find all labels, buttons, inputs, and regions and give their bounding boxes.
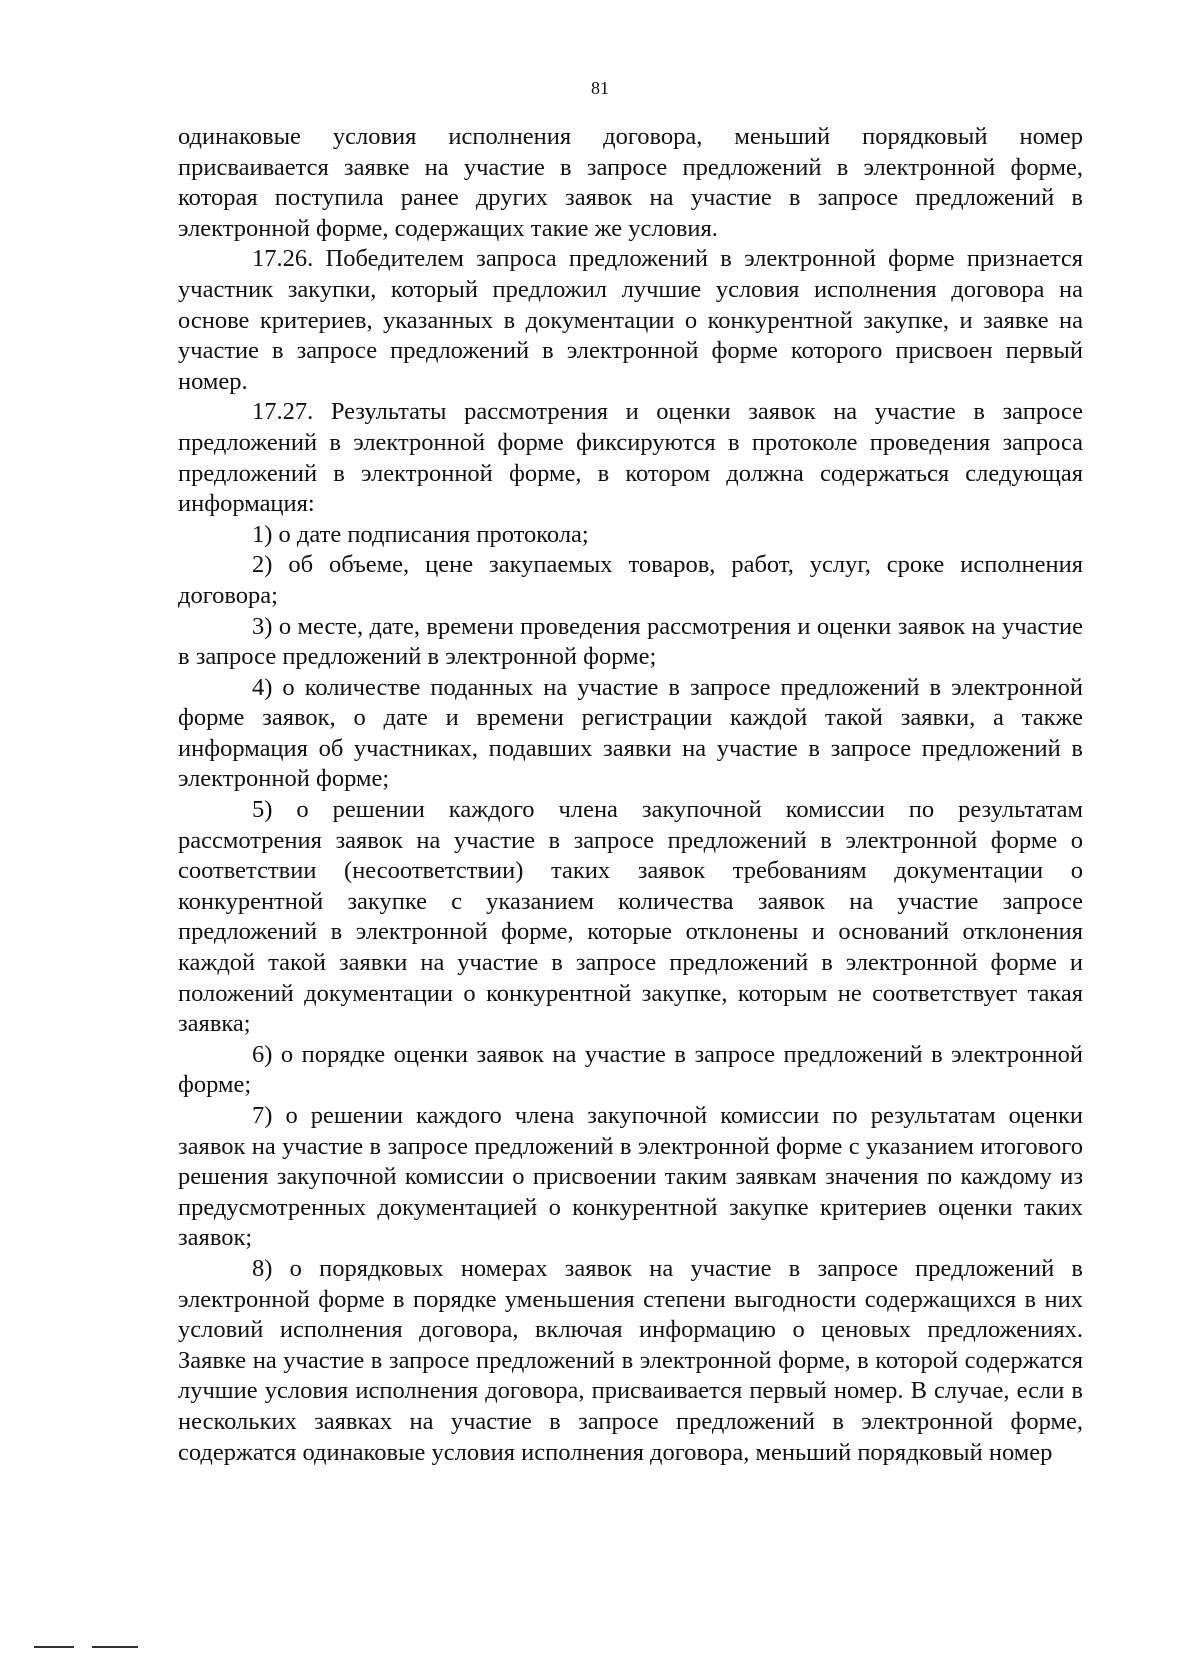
list-item-3: 3) о месте, дате, времени проведения рассмотрения и оценки заявок на участие в запросе предложений в электронной форме; bbox=[178, 612, 1083, 671]
paragraph-continuation: одинаковые условия исполнения договора, меньший порядковый номер присваивается заявке на участие в запросе предложений в электронной форме, которая поступила ранее других заявок на участие в запросе предложений в электронной форме, содержащих такие же условия. bbox=[178, 123, 1083, 242]
list-item-7: 7) о решении каждого члена закупочной комиссии по результатам оценки заявок на участие в запросе предложений в электронной форме с указанием итогового решения закупочной комиссии о присвоении таким заявкам значения по каждому из предусмотренных документацией о конкурентной закупке критериев оценки таких заявок; bbox=[178, 1102, 1083, 1252]
list-item-1: 1) о дате подписания протокола; bbox=[252, 520, 589, 548]
paragraph-17-27: 17.27. Результаты рассмотрения и оценки заявок на участие в запросе предложений в электронной форме фиксируются в протоколе проведения запроса предложений в электронной форме, в котором должна содержаться следующая информация: bbox=[178, 398, 1083, 518]
scan-artifact-line bbox=[92, 1646, 138, 1648]
list-item-8: 8) о порядковых номерах заявок на участие в запросе предложений в электронной форме в порядке уменьшения степени выгодности содержащихся в них условий исполнения договора, включая информацию о ценовых предложениях. Заявке на участие в запросе предложений в электронной форме, в которой содержатся лучшие условия исполнения договора, присваивается первый номер. В случае, если в нескольких заявках на участие в запросе предложений в электронной форме, содержатся одинаковые условия исполнения договора, меньший порядковый номер bbox=[178, 1254, 1083, 1466]
document-body bbox=[178, 122, 1083, 1468]
page-number: 81 bbox=[591, 78, 609, 98]
list-item-2: 2) об объеме, цене закупаемых товаров, работ, услуг, сроке исполнения договора; bbox=[178, 551, 1083, 609]
list-item-4: 4) о количестве поданных на участие в запросе предложений в электронной форме заявок, о дате и времени регистрации каждой такой заявки, а также информация об участниках, подавших заявки на участие в запросе предложений в электронной форме; bbox=[178, 673, 1083, 793]
list-item-6: 6) о порядке оценки заявок на участие в запросе предложений в электронной форме; bbox=[178, 1040, 1083, 1099]
paragraph-17-26: 17.26. Победителем запроса предложений в электронной форме признается участник закупки, который предложил лучшие условия исполнения договора на основе критериев, указанных в документации о конкурентной закупке, и заявке на участие в запросе предложений в электронной форме которого присвоен первый номер. bbox=[178, 245, 1083, 395]
scan-artifact-line bbox=[34, 1646, 74, 1648]
list-item-5: 5) о решении каждого члена закупочной комиссии по результатам рассмотрения заявок на участие в запросе предложений в электронной форме о соответствии (несоответствии) таких заявок требованиям документации о конкурентной закупке с указанием количества заявок на участие запросе предложений в электронной форме, которые отклонены и оснований отклонения каждой такой заявки на участие в запросе предложений в электронной форме и положений документации о конкурентной закупке, которым не соответствует такая заявка; bbox=[178, 796, 1083, 1038]
